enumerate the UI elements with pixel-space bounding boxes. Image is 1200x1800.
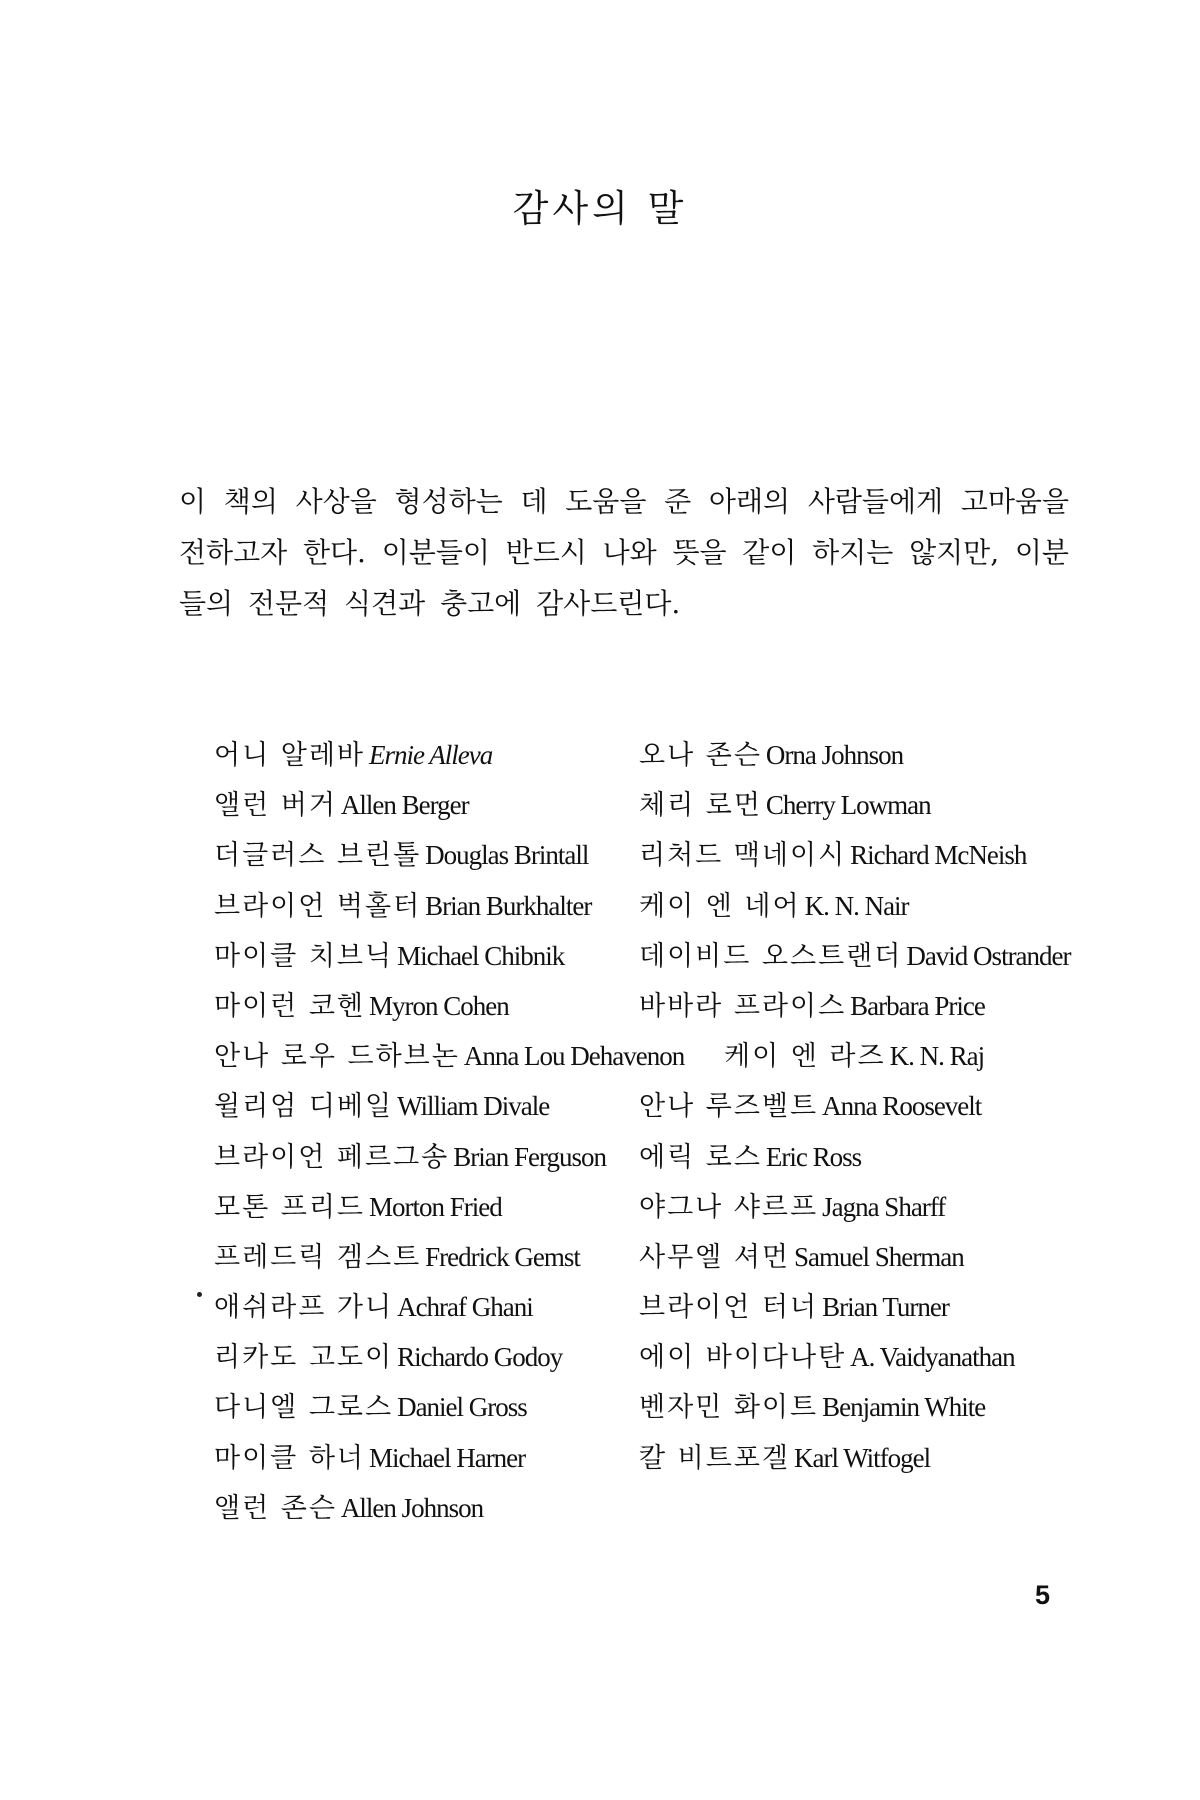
name-entry-right: [639, 1232, 964, 1283]
korean-name: 벤자민 화이트: [639, 1392, 819, 1424]
english-name: Michael Chibnik: [397, 940, 565, 971]
english-name: Karl Witfogel: [794, 1442, 931, 1473]
name-entry-left: [214, 981, 509, 1032]
name-entry-right: [639, 1081, 981, 1132]
korean-name: 마이클 치브닉: [214, 940, 394, 972]
name-entry-right: [639, 1332, 1015, 1383]
korean-name: 안나 루즈벨트: [639, 1091, 819, 1123]
name-entry-left: [214, 1332, 562, 1383]
name-row: [214, 981, 1094, 1031]
name-row: [214, 1282, 1094, 1332]
name-entry-right: [639, 1282, 949, 1333]
english-name: Myron Cohen: [369, 990, 509, 1021]
name-entry-left: [214, 881, 591, 932]
english-name: Morton Fried: [369, 1191, 502, 1222]
korean-name: 안나 로우 드하브논: [214, 1041, 460, 1073]
korean-name: 케이 엔 네어: [639, 890, 801, 922]
name-entry-left: [214, 1382, 527, 1433]
korean-name: 칼 비트포겔: [639, 1442, 790, 1474]
name-row: [214, 931, 1094, 981]
name-entry-left: [214, 1232, 580, 1283]
english-name: Cherry Lowman: [765, 790, 931, 821]
english-name: Fredrick Gemst: [425, 1241, 580, 1272]
korean-name: 모톤 프리드: [214, 1191, 365, 1223]
name-row: [214, 1483, 1094, 1533]
korean-name: 케이 엔 라즈: [724, 1041, 886, 1073]
name-entry-left: [214, 830, 588, 881]
intro-paragraph: 이 책의 사상을 형성하는 데 도움을 준 아래의 사람들에게 고마움을 전하고자 한다. 이분들이 반드시 나와 뜻을 같이 하지는 않지만, 이분들의 전문적 식견과 충고에 감사드린다.: [179, 485, 1069, 620]
korean-name: 체리 로먼: [639, 790, 762, 822]
name-entry-left: [214, 1483, 483, 1534]
korean-name: 리처드 맥네이시: [639, 840, 847, 872]
name-entry-left: [214, 931, 564, 982]
korean-name: 바바라 프라이스: [639, 990, 847, 1022]
name-entry-left: [214, 1132, 606, 1183]
english-name: Allen Johnson: [340, 1492, 484, 1523]
korean-name: 앨런 존슨: [214, 1492, 337, 1524]
english-name: Richard McNeish: [850, 840, 1027, 871]
korean-name: 윌리엄 디베일: [214, 1091, 394, 1123]
korean-name: 마이런 코헨: [214, 990, 365, 1022]
korean-name: 앨런 버거: [214, 790, 337, 822]
english-name: Ernie Alleva: [369, 740, 493, 770]
english-name: Anna Roosevelt: [822, 1091, 982, 1122]
korean-name: 야그나 샤르프: [639, 1191, 819, 1223]
english-name: Brian Turner: [822, 1292, 949, 1323]
english-name: Michael Harner: [369, 1442, 526, 1473]
name-entry-right: [639, 830, 1026, 881]
english-name: Achraf Ghani: [397, 1292, 533, 1323]
name-entry-left: [214, 730, 492, 781]
korean-name: 에릭 로스: [639, 1141, 762, 1173]
korean-name: 마이클 하너: [214, 1442, 365, 1474]
korean-name: 에이 바이다나탄: [639, 1342, 847, 1374]
korean-name: 다니엘 그로스: [214, 1392, 394, 1424]
name-entry-right: [639, 931, 1071, 982]
name-row: [214, 730, 1094, 780]
korean-name: 브라이언 벅홀터: [214, 890, 422, 922]
korean-name: 리카도 고도이: [214, 1342, 394, 1374]
stray-ink-dot: [197, 1292, 202, 1297]
korean-name: 브라이언 터너: [639, 1292, 819, 1324]
name-entry-left: [214, 1031, 684, 1082]
english-name: Eric Ross: [765, 1141, 862, 1172]
acknowledgement-name-list: [214, 730, 1094, 1533]
korean-name: 어니 알레바: [214, 740, 365, 771]
name-entry-right: [639, 1182, 945, 1233]
name-row: [214, 1081, 1094, 1131]
korean-name: 브라이언 페르그송: [214, 1141, 450, 1173]
name-entry-right: [639, 730, 903, 781]
name-row: [214, 780, 1094, 830]
name-row: [214, 1232, 1094, 1282]
name-entry-right: [639, 1132, 861, 1183]
name-row: [214, 1132, 1094, 1182]
english-name: Brian Ferguson: [453, 1141, 606, 1172]
english-name: Anna Lou Dehavenon: [463, 1041, 685, 1072]
name-entry-left: [214, 1081, 549, 1132]
korean-name: 사무엘 셔먼: [639, 1241, 790, 1273]
name-row: [214, 830, 1094, 880]
english-name: Benjamin White: [822, 1392, 986, 1423]
page-number: 5: [1035, 1580, 1051, 1610]
english-name: David Ostrander: [906, 940, 1071, 971]
name-entry-right: [639, 981, 985, 1032]
english-name: Allen Berger: [340, 790, 469, 821]
name-entry-right: [639, 1433, 930, 1484]
korean-name: 프레드릭 겜스트: [214, 1241, 422, 1273]
english-name: Daniel Gross: [397, 1392, 527, 1423]
page-title: 감사의 말: [512, 187, 688, 230]
english-name: K. N. Raj: [889, 1041, 985, 1072]
name-row: [214, 1332, 1094, 1382]
name-entry-right: [639, 881, 909, 932]
korean-name: 애쉬라프 가니: [214, 1292, 394, 1324]
name-row: [214, 1433, 1094, 1483]
name-entry-left: [214, 1433, 525, 1484]
english-name: Barbara Price: [850, 990, 985, 1021]
name-entry-right: [639, 780, 931, 831]
korean-name: 오나 존슨: [639, 740, 762, 771]
english-name: Orna Johnson: [765, 740, 904, 770]
name-entry-left: [214, 1182, 502, 1233]
name-row: [214, 1182, 1094, 1232]
name-row: [214, 1031, 1094, 1081]
korean-name: 더글러스 브린톨: [214, 840, 422, 872]
name-entry-right: [724, 1031, 984, 1082]
english-name: Richardo Godoy: [397, 1342, 563, 1373]
name-entry-left: [214, 1282, 533, 1333]
english-name: Brian Burkhalter: [425, 890, 592, 921]
english-name: William Divale: [397, 1091, 550, 1122]
english-name: A. Vaidyanathan: [850, 1342, 1015, 1373]
name-row: [214, 1382, 1094, 1432]
english-name: K. N. Nair: [804, 890, 909, 921]
english-name: Douglas Brintall: [425, 840, 589, 871]
english-name: Jagna Sharff: [822, 1191, 946, 1222]
name-entry-right: [639, 1382, 985, 1433]
english-name: Samuel Sherman: [794, 1241, 964, 1272]
korean-name: 데이비드 오스트랜더: [639, 940, 903, 972]
name-entry-left: [214, 780, 469, 831]
name-row: [214, 881, 1094, 931]
